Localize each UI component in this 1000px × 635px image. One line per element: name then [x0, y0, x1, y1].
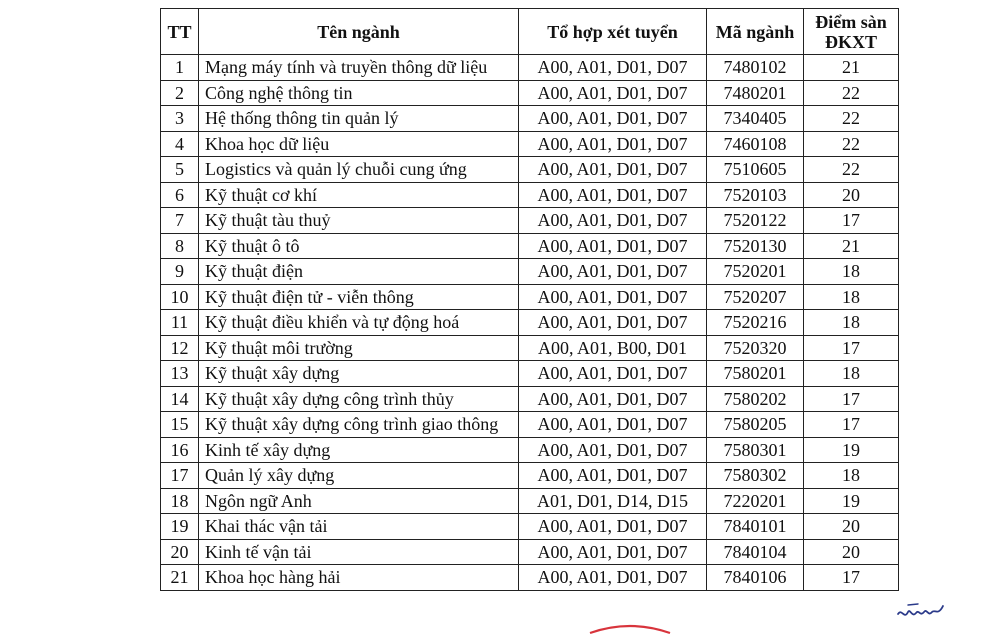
stamp-icon [585, 615, 675, 635]
cell-min-score: 20 [804, 514, 899, 540]
table-row [161, 386, 899, 412]
cell-min-score: 22 [804, 80, 899, 106]
cell-major-code: 7520122 [707, 208, 804, 234]
cell-combination: A00, A01, D01, D07 [519, 233, 707, 259]
cell-major-name: Kỹ thuật điện tử - viễn thông [199, 284, 519, 310]
cell-major-code: 7520216 [707, 310, 804, 336]
cell-major-code: 7220201 [707, 488, 804, 514]
cell-major-name: Khai thác vận tải [199, 514, 519, 540]
header-tt: TT [161, 9, 199, 55]
table-row [161, 437, 899, 463]
table-row [161, 131, 899, 157]
table-row [161, 463, 899, 489]
cell-min-score: 18 [804, 463, 899, 489]
table-row [161, 310, 899, 336]
cell-major-code: 7510605 [707, 157, 804, 183]
cell-tt: 6 [161, 182, 199, 208]
cell-min-score: 17 [804, 335, 899, 361]
cell-combination: A00, A01, D01, D07 [519, 131, 707, 157]
cell-major-code: 7520207 [707, 284, 804, 310]
cell-tt: 19 [161, 514, 199, 540]
cell-tt: 10 [161, 284, 199, 310]
cell-min-score: 22 [804, 131, 899, 157]
cell-major-name: Kỹ thuật điều khiển và tự động hoá [199, 310, 519, 336]
cell-major-code: 7580301 [707, 437, 804, 463]
cell-major-code: 7840104 [707, 539, 804, 565]
cell-major-code: 7840101 [707, 514, 804, 540]
cell-tt: 17 [161, 463, 199, 489]
cell-major-code: 7480201 [707, 80, 804, 106]
cell-tt: 13 [161, 361, 199, 387]
cell-combination: A00, A01, D01, D07 [519, 437, 707, 463]
cell-major-name: Kỹ thuật môi trường [199, 335, 519, 361]
cell-major-code: 7520103 [707, 182, 804, 208]
cell-major-code: 7840106 [707, 565, 804, 591]
cell-min-score: 17 [804, 386, 899, 412]
cell-min-score: 20 [804, 182, 899, 208]
cell-min-score: 20 [804, 539, 899, 565]
cell-tt: 3 [161, 106, 199, 132]
signature-icon [896, 600, 946, 622]
cell-tt: 14 [161, 386, 199, 412]
table-row [161, 488, 899, 514]
cell-combination: A00, A01, D01, D07 [519, 514, 707, 540]
cell-tt: 12 [161, 335, 199, 361]
table-row [161, 259, 899, 285]
cell-major-name: Kỹ thuật xây dựng công trình thủy [199, 386, 519, 412]
cell-tt: 11 [161, 310, 199, 336]
table-row [161, 55, 899, 81]
table-row [161, 208, 899, 234]
cell-major-code: 7580202 [707, 386, 804, 412]
cell-tt: 20 [161, 539, 199, 565]
cell-major-name: Kỹ thuật cơ khí [199, 182, 519, 208]
table-row [161, 182, 899, 208]
cell-major-name: Khoa học hàng hải [199, 565, 519, 591]
table-row [161, 361, 899, 387]
cell-combination: A00, A01, D01, D07 [519, 386, 707, 412]
cell-major-code: 7340405 [707, 106, 804, 132]
cell-min-score: 17 [804, 412, 899, 438]
table-row [161, 157, 899, 183]
header-min-score-line2: ĐKXT [824, 31, 877, 52]
cell-major-name: Kinh tế vận tải [199, 539, 519, 565]
cell-major-name: Công nghệ thông tin [199, 80, 519, 106]
cell-min-score: 17 [804, 208, 899, 234]
table-header [161, 9, 899, 55]
cell-min-score: 18 [804, 259, 899, 285]
cell-tt: 21 [161, 565, 199, 591]
cell-major-code: 7480102 [707, 55, 804, 81]
header-row [161, 9, 899, 55]
cell-tt: 4 [161, 131, 199, 157]
cell-major-code: 7520130 [707, 233, 804, 259]
header-major-name: Tên ngành [199, 9, 519, 55]
cell-min-score: 18 [804, 284, 899, 310]
cell-tt: 16 [161, 437, 199, 463]
table-row [161, 514, 899, 540]
cell-min-score: 19 [804, 437, 899, 463]
cell-major-name: Logistics và quản lý chuỗi cung ứng [199, 157, 519, 183]
cell-combination: A00, A01, D01, D07 [519, 106, 707, 132]
table-row [161, 412, 899, 438]
table-row [161, 106, 899, 132]
cell-combination: A00, A01, D01, D07 [519, 284, 707, 310]
cell-combination: A00, A01, D01, D07 [519, 412, 707, 438]
table-row [161, 565, 899, 591]
cell-tt: 1 [161, 55, 199, 81]
cell-major-name: Khoa học dữ liệu [199, 131, 519, 157]
table-row [161, 539, 899, 565]
cell-major-name: Hệ thống thông tin quản lý [199, 106, 519, 132]
table-body [161, 55, 899, 591]
cell-tt: 8 [161, 233, 199, 259]
cell-combination: A00, A01, D01, D07 [519, 80, 707, 106]
cell-major-name: Kỹ thuật điện [199, 259, 519, 285]
cell-major-name: Kỹ thuật ô tô [199, 233, 519, 259]
cell-major-code: 7580205 [707, 412, 804, 438]
table-row [161, 284, 899, 310]
cell-major-code: 7520201 [707, 259, 804, 285]
cell-combination: A00, A01, D01, D07 [519, 259, 707, 285]
cell-min-score: 18 [804, 361, 899, 387]
cell-tt: 2 [161, 80, 199, 106]
cell-major-code: 7520320 [707, 335, 804, 361]
cell-combination: A00, A01, D01, D07 [519, 539, 707, 565]
cell-combination: A00, A01, D01, D07 [519, 565, 707, 591]
cell-combination: A00, A01, D01, D07 [519, 157, 707, 183]
header-min-score [804, 9, 899, 55]
cell-major-name: Ngôn ngữ Anh [199, 488, 519, 514]
cell-tt: 7 [161, 208, 199, 234]
cell-major-name: Mạng máy tính và truyền thông dữ liệu [199, 55, 519, 81]
cell-combination: A00, A01, D01, D07 [519, 55, 707, 81]
cell-combination: A00, A01, B00, D01 [519, 335, 707, 361]
header-min-score-line1: Điểm sàn [815, 11, 887, 32]
table-row [161, 80, 899, 106]
cell-major-name: Quản lý xây dựng [199, 463, 519, 489]
cell-combination: A01, D01, D14, D15 [519, 488, 707, 514]
cell-combination: A00, A01, D01, D07 [519, 361, 707, 387]
cell-combination: A00, A01, D01, D07 [519, 310, 707, 336]
cell-min-score: 21 [804, 55, 899, 81]
cell-min-score: 22 [804, 157, 899, 183]
cell-min-score: 19 [804, 488, 899, 514]
cell-min-score: 22 [804, 106, 899, 132]
cell-tt: 15 [161, 412, 199, 438]
table-row [161, 335, 899, 361]
table-row [161, 233, 899, 259]
cell-major-name: Kinh tế xây dựng [199, 437, 519, 463]
cell-major-code: 7460108 [707, 131, 804, 157]
cell-min-score: 18 [804, 310, 899, 336]
admission-scores-table [160, 8, 899, 591]
header-major-code: Mã ngành [707, 9, 804, 55]
cell-major-name: Kỹ thuật xây dựng [199, 361, 519, 387]
cell-min-score: 21 [804, 233, 899, 259]
header-combination: Tổ hợp xét tuyển [519, 9, 707, 55]
cell-tt: 5 [161, 157, 199, 183]
cell-major-code: 7580201 [707, 361, 804, 387]
cell-min-score: 17 [804, 565, 899, 591]
cell-combination: A00, A01, D01, D07 [519, 463, 707, 489]
cell-tt: 18 [161, 488, 199, 514]
cell-major-name: Kỹ thuật xây dựng công trình giao thông [199, 412, 519, 438]
cell-tt: 9 [161, 259, 199, 285]
cell-combination: A00, A01, D01, D07 [519, 208, 707, 234]
cell-combination: A00, A01, D01, D07 [519, 182, 707, 208]
cell-major-code: 7580302 [707, 463, 804, 489]
cell-major-name: Kỹ thuật tàu thuỷ [199, 208, 519, 234]
